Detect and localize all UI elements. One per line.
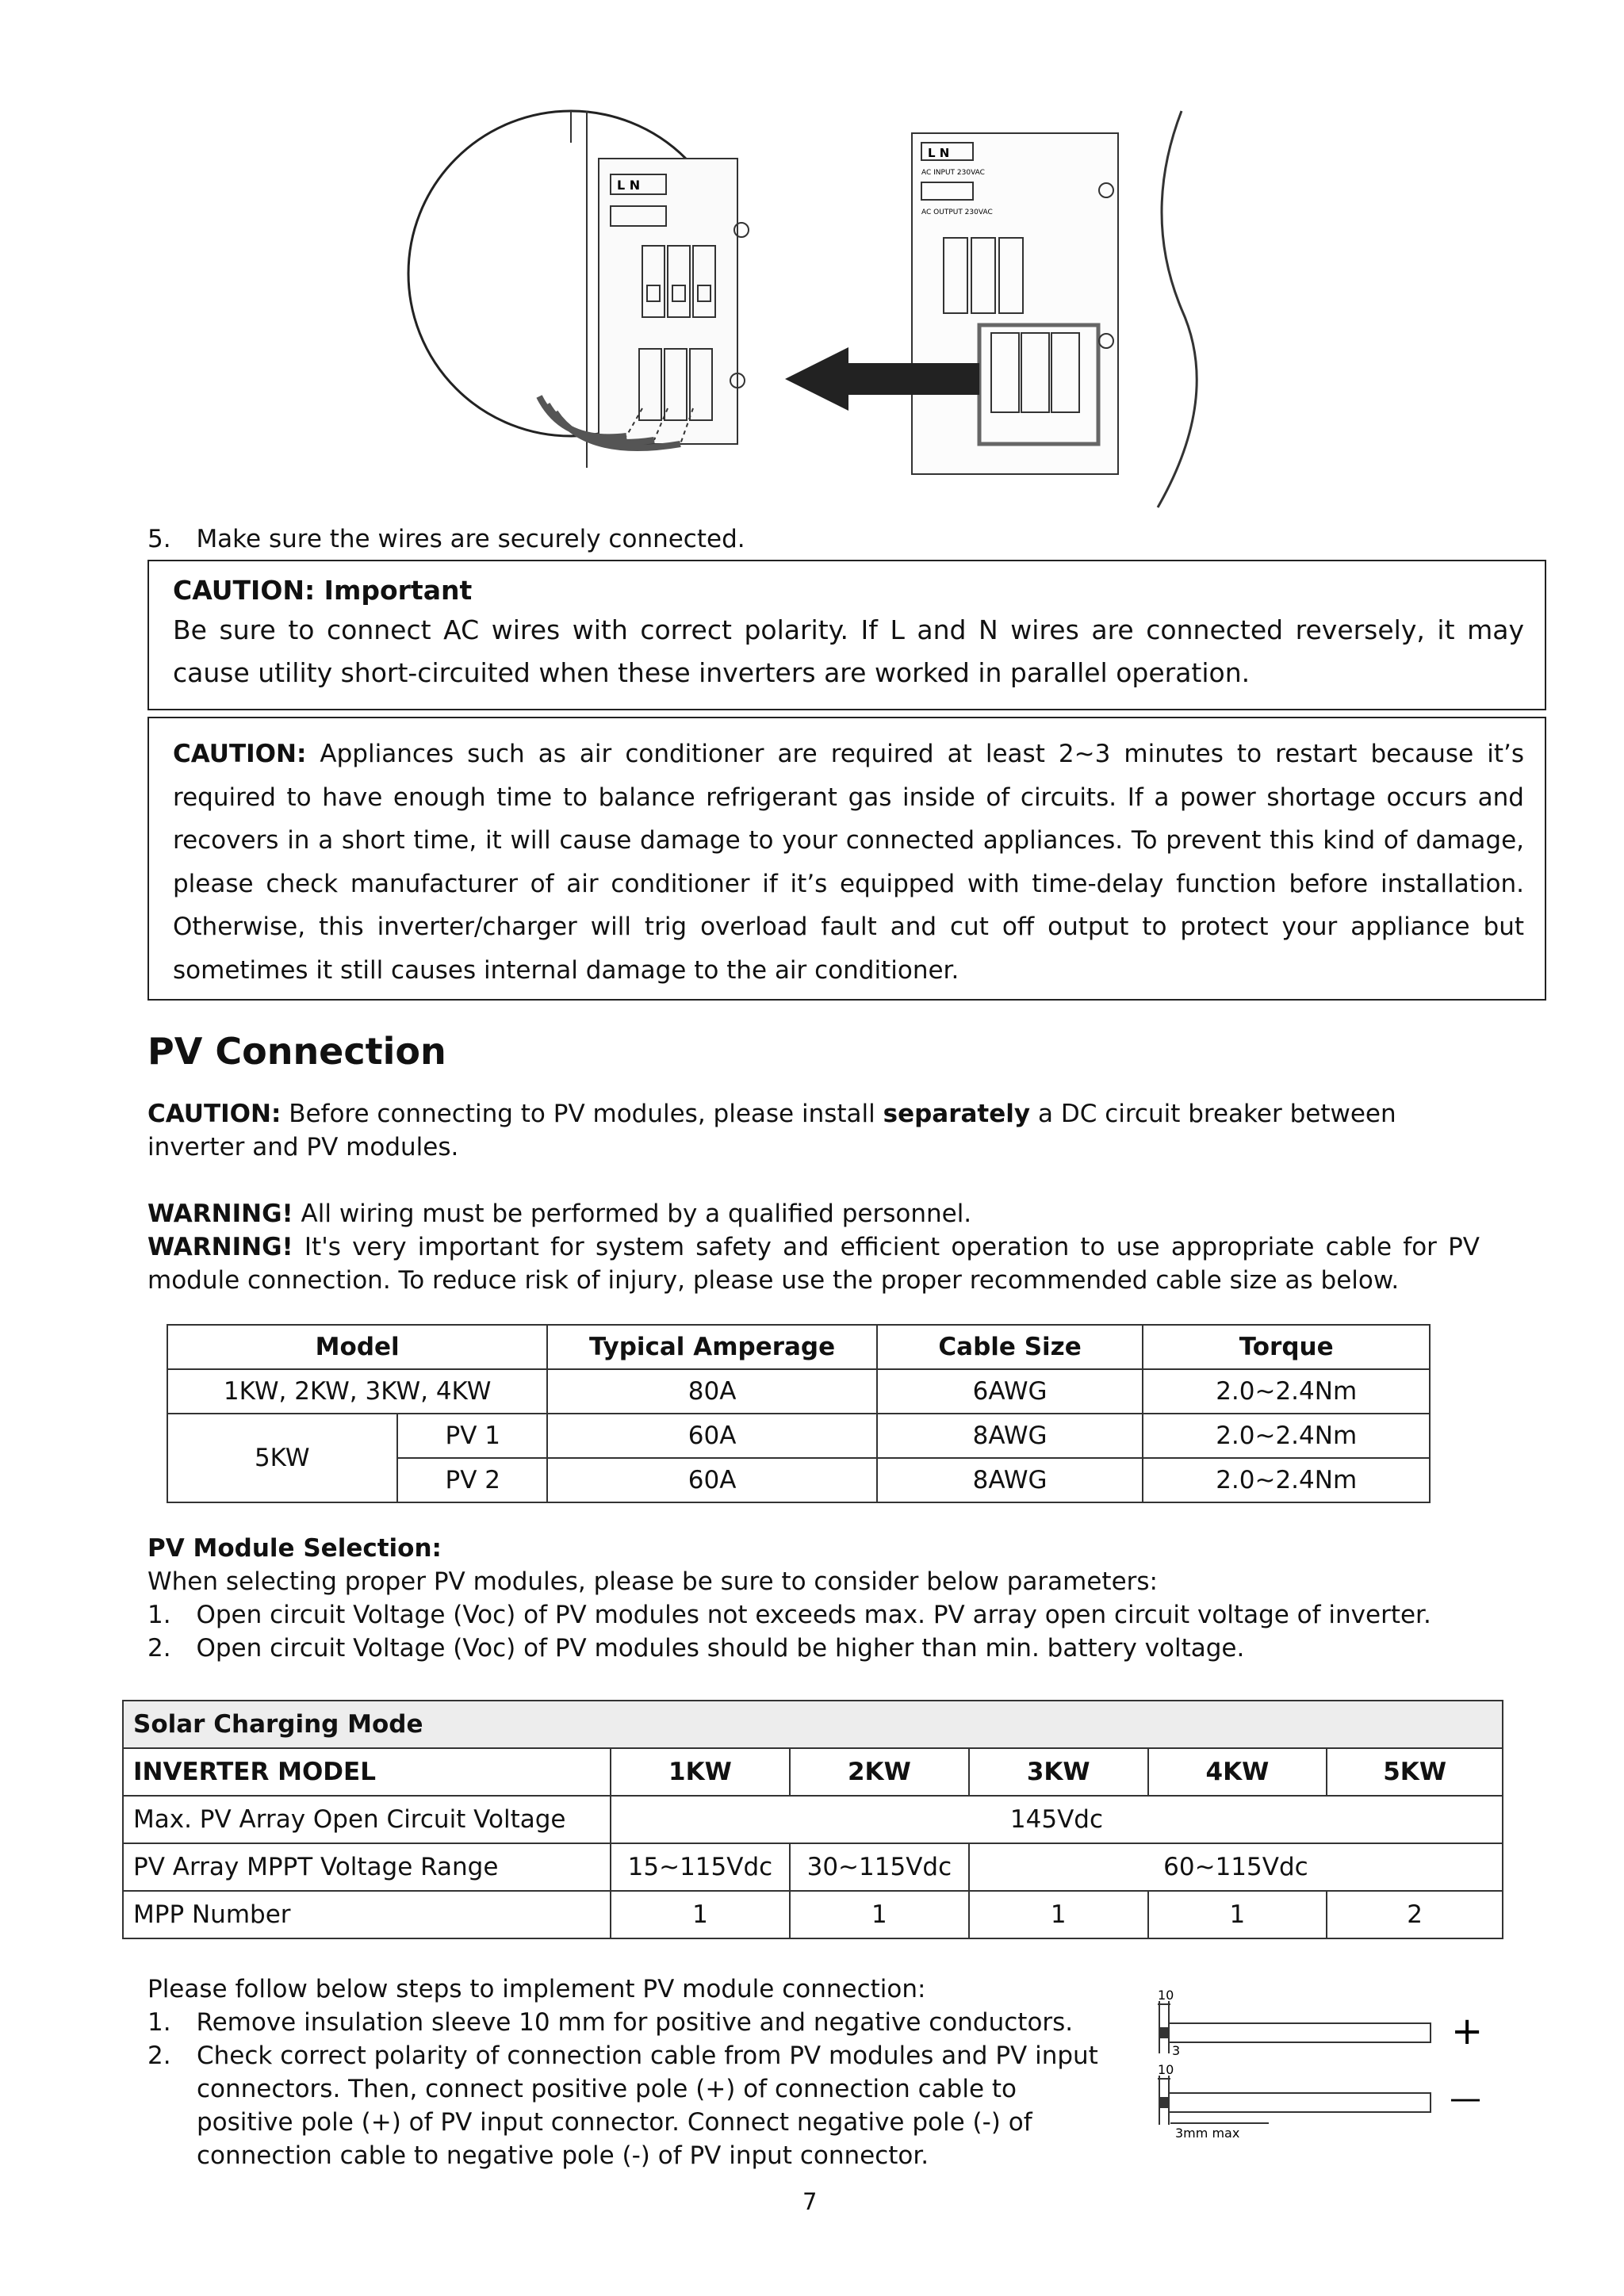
module-selection-item-1 — [147, 1598, 1431, 1632]
item-number: 1. — [147, 2008, 171, 2037]
cell: INVERTER MODEL — [123, 1748, 611, 1796]
cell: 2.0~2.4Nm — [1143, 1369, 1430, 1414]
cable-size-table — [167, 1324, 1431, 1503]
pv-warning-2 — [147, 1230, 1480, 1297]
cell: 30~115Vdc — [790, 1843, 969, 1891]
cell: PV 1 — [397, 1414, 548, 1458]
dim-side: 3 — [1172, 2043, 1181, 2058]
cell: 60A — [547, 1458, 877, 1502]
item-text: Open circuit Voltage (Voc) of PV modules should be higher than min. battery voltage. — [196, 1634, 1245, 1663]
col-amperage: Typical Amperage — [547, 1325, 877, 1369]
solar-table-title: Solar Charging Mode — [123, 1701, 1503, 1748]
module-selection-intro: When selecting proper PV modules, please be sure to consider below parameters: — [147, 1567, 1158, 1596]
table-row — [123, 1701, 1503, 1748]
panel-label-input: AC INPUT 230VAC — [921, 169, 985, 177]
panel-label-output: AC OUTPUT 230VAC — [921, 209, 993, 216]
pv-warning-2-text: It's very important for system safety and efficient operation to use appropriate cable for PV module connection. To reduce risk of injury, please use the proper recommended cable size as below. — [147, 1233, 1480, 1295]
dim-max: 3mm max — [1175, 2126, 1240, 2141]
pv-warning-2-label: WARNING! — [147, 1233, 293, 1261]
item-number: 2. — [147, 1634, 171, 1663]
minus-sign: — — [1450, 2080, 1481, 2117]
col-torque: Torque — [1143, 1325, 1430, 1369]
cell: 8AWG — [877, 1458, 1143, 1502]
pv-caution-bold: separately — [883, 1100, 1031, 1128]
cell: 1 — [790, 1891, 969, 1938]
table-row — [123, 1891, 1503, 1938]
table-row — [123, 1748, 1503, 1796]
cell: PV Array MPPT Voltage Range — [123, 1843, 611, 1891]
pv-warning-1-label: WARNING! — [147, 1200, 293, 1228]
cell: 3KW — [969, 1748, 1148, 1796]
table-row — [167, 1414, 1430, 1458]
caution-important-title: CAUTION: Important — [173, 575, 473, 606]
caution-appliance-box — [147, 717, 1546, 1001]
steps-intro: Please follow below steps to implement PV module connection: — [147, 1975, 926, 2003]
cell: 2.0~2.4Nm — [1143, 1414, 1430, 1458]
col-cable-size: Cable Size — [877, 1325, 1143, 1369]
step-5-number: 5. — [147, 525, 171, 553]
pv-warning-1 — [147, 1197, 1480, 1230]
item-text: Open circuit Voltage (Voc) of PV modules not exceeds max. PV array open circuit voltage of inverter. — [196, 1601, 1431, 1629]
cell: PV 2 — [397, 1458, 548, 1502]
caution-appliance-body: Appliances such as air conditioner are required at least 2~3 minutes to restart because it’s required to have enough time to balance refrigerant gas inside of circuits. If a power shortage occurs and recovers in a short time, it will cause damage to your connected appliances. To prevent this kind of damage, please check manufacturer of air conditioner if it’s equipped with time-delay function before installation. Otherwise, this inverter/charger will trig overload fault and cut off output to protect your appliance but sometimes it still causes internal damage to the air conditioner. — [173, 740, 1524, 985]
cell: 60~115Vdc — [969, 1843, 1503, 1891]
panel-letters: L N — [928, 146, 950, 160]
steps-item-2 — [147, 2039, 1115, 2172]
inset-letters: L N — [617, 178, 641, 193]
step-5-text: Make sure the wires are securely connected. — [196, 525, 745, 553]
cell: 2KW — [790, 1748, 969, 1796]
cell: 6AWG — [877, 1369, 1143, 1414]
cell: MPP Number — [123, 1891, 611, 1938]
cable-strip-figure — [1134, 1982, 1499, 2156]
item-text: Check correct polarity of connection cable from PV modules and PV input connectors. Then, connect positive pole (+) of connection cable to positive pole (+) of PV input connector. Connect negative pole (-) of connection cable to negative pole (-) of PV input connector. — [197, 2042, 1098, 2170]
pv-caution-label: CAUTION: — [147, 1100, 282, 1128]
table-row — [167, 1325, 1430, 1369]
cell: 8AWG — [877, 1414, 1143, 1458]
cell: 4KW — [1148, 1748, 1327, 1796]
cell: 2.0~2.4Nm — [1143, 1458, 1430, 1502]
pv-caution — [147, 1097, 1480, 1164]
cell: 1KW, 2KW, 3KW, 4KW — [167, 1369, 547, 1414]
dim-bottom: 10 — [1158, 2062, 1174, 2077]
dim-top: 10 — [1158, 1988, 1174, 2003]
cell: 15~115Vdc — [611, 1843, 790, 1891]
steps-item-1 — [147, 2006, 1115, 2039]
cell: 1 — [969, 1891, 1148, 1938]
item-number: 2. — [147, 2042, 171, 2070]
item-number: 1. — [147, 1601, 171, 1629]
cell: 1KW — [611, 1748, 790, 1796]
pv-caution-pre: Before connecting to PV modules, please install — [289, 1100, 875, 1128]
cell: 5KW — [167, 1414, 397, 1502]
table-row — [123, 1796, 1503, 1843]
pv-warning-1-text: All wiring must be performed by a qualified personnel. — [301, 1200, 972, 1228]
pv-caution-post: a DC circuit breaker between inverter and PV modules. — [147, 1100, 1396, 1161]
page-number: 7 — [802, 2188, 818, 2215]
caution-appliance-text — [173, 733, 1524, 992]
table-row — [167, 1369, 1430, 1414]
cell: 80A — [547, 1369, 877, 1414]
solar-charging-table — [122, 1700, 1503, 1939]
plus-sign: + — [1451, 2009, 1484, 2053]
module-selection-title: PV Module Selection: — [147, 1534, 442, 1563]
ac-wiring-diagram — [389, 95, 1229, 523]
cell: 60A — [547, 1414, 877, 1458]
pv-connection-heading: PV Connection — [147, 1030, 446, 1073]
cell: 145Vdc — [611, 1796, 1503, 1843]
item-text: Remove insulation sleeve 10 mm for positive and negative conductors. — [196, 2008, 1074, 2037]
cell: 1 — [1148, 1891, 1327, 1938]
cell: 1 — [611, 1891, 790, 1938]
cell: 2 — [1327, 1891, 1503, 1938]
caution-appliance-label: CAUTION: — [173, 740, 307, 768]
cell: Max. PV Array Open Circuit Voltage — [123, 1796, 611, 1843]
caution-important-body: Be sure to connect AC wires with correct polarity. If L and N wires are connected reversely, it may cause utility short-circuited when these inverters are worked in parallel operation. — [173, 614, 1524, 688]
module-selection-item-2 — [147, 1632, 1244, 1665]
cell: 5KW — [1327, 1748, 1503, 1796]
col-model: Model — [167, 1325, 547, 1369]
caution-important-box — [147, 560, 1546, 710]
step-5 — [147, 522, 1575, 556]
table-row — [123, 1843, 1503, 1891]
